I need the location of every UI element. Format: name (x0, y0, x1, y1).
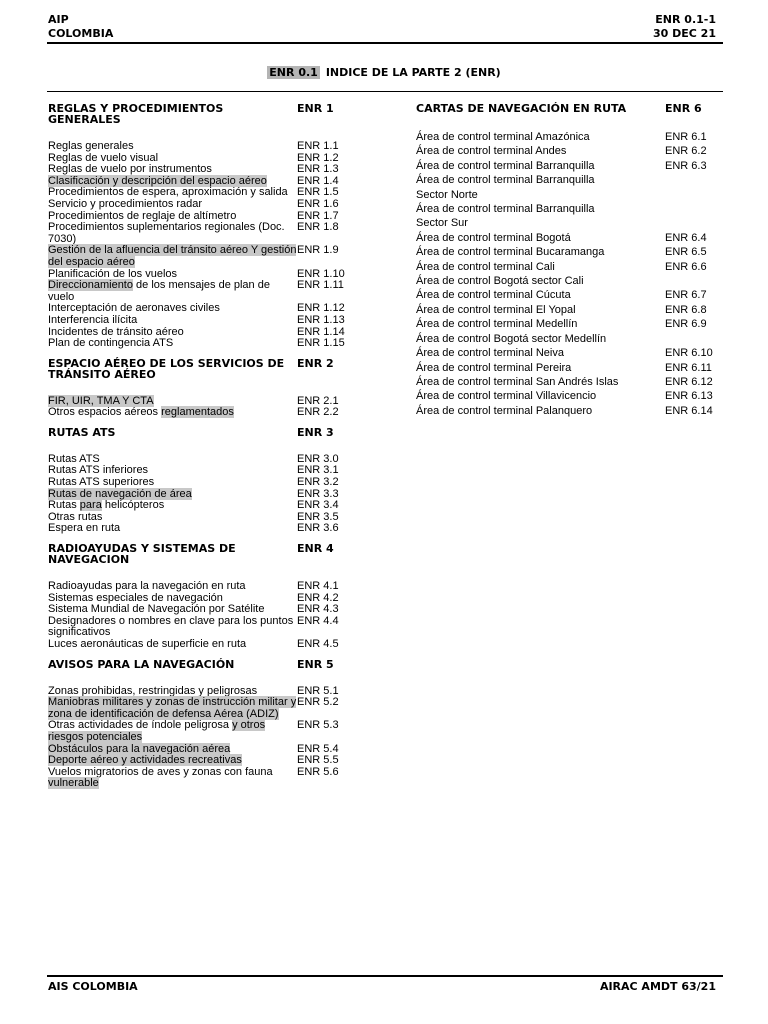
section-heading (48, 358, 378, 380)
section-title: CARTAS DE NAVEGACIÓN EN RUTA (416, 102, 627, 115)
section-heading (48, 103, 378, 125)
index-entry[interactable] (416, 260, 726, 274)
entry-text: Otras actividades de índole peligrosa y otros riesgos potenciales (48, 719, 266, 743)
entry-title (416, 202, 665, 216)
entry-title (416, 245, 665, 259)
entry-title (48, 639, 297, 651)
entry-code: ENR 6.8 (665, 303, 707, 316)
entry-text: Sector Sur (416, 217, 468, 230)
section-title: ESPACIO AÉREO DE LOS SERVICIOS DE TRÁNSITO AÉREO (48, 356, 285, 381)
entry-code: ENR 6.6 (665, 260, 707, 273)
entry-text: Deporte aéreo y actividades recreativas (48, 754, 242, 767)
entry-title (48, 767, 297, 790)
entry-code: ENR 6.1 (665, 131, 707, 143)
index-entry[interactable] (48, 720, 378, 743)
entry-text: Área de control terminal Palanquero (416, 404, 593, 417)
entry-title (416, 216, 665, 230)
entry-text: Procedimientos de espera, aproximación y salida (48, 186, 288, 199)
page-header-right (653, 13, 716, 41)
highlight-mark: Direccionamiento (48, 279, 133, 292)
header-publication: AIP (48, 13, 69, 26)
entry-text: Área de control terminal El Yopal (416, 303, 576, 316)
index-entry[interactable] (416, 130, 726, 144)
entry-text: Área de control terminal Cali (416, 260, 555, 273)
entry-code: ENR 1.6 (297, 197, 339, 210)
entry-code: ENR 1.8 (297, 221, 339, 234)
entry-text: Área de control terminal Barranquilla (416, 203, 595, 216)
entry-code: ENR 5.2 (297, 696, 339, 709)
entry-text: Rutas ATS inferiores (48, 464, 149, 477)
entry-text: Reglas de vuelo visual (48, 151, 159, 164)
header-rule (47, 42, 723, 44)
entry-text: Rutas de navegación de área (48, 487, 192, 500)
entry-title (416, 144, 665, 158)
entry-code: ENR 6.2 (665, 145, 707, 158)
section-heading (48, 659, 378, 670)
entry-code: ENR 6.12 (665, 375, 713, 388)
index-entry[interactable] (416, 231, 726, 245)
entry-text: Sistema Mundial de Navegación por Satélite (48, 603, 265, 616)
index-entry[interactable] (48, 280, 378, 303)
index-entry[interactable] (416, 188, 726, 202)
entry-code: ENR 6.14 (665, 404, 713, 417)
entry-title (48, 477, 297, 489)
index-section (48, 543, 378, 651)
entry-text: Reglas de vuelo por instrumentos (48, 163, 212, 176)
index-entry[interactable] (48, 523, 378, 535)
entry-text: Área de control terminal Medellín (416, 318, 578, 331)
entry-title (416, 188, 665, 202)
entry-text: Otros espacios aéreos reglamentados (48, 406, 234, 419)
entry-code: ENR 6.13 (665, 390, 713, 403)
entry-code: ENR 3.0 (297, 452, 339, 465)
entry-code: ENR 3.4 (297, 499, 339, 512)
entry-code: ENR 5.1 (297, 684, 339, 697)
entry-text: Rutas ATS (48, 452, 100, 465)
entry-code: ENR 5.6 (297, 765, 339, 778)
entry-text: Rutas para helicópteros (48, 499, 165, 512)
entry-code: ENR 1.5 (297, 186, 339, 199)
index-entry[interactable] (48, 222, 378, 245)
section-code: ENR 4 (297, 542, 334, 556)
entry-text: Luces aeronáuticas de superficie en ruta (48, 638, 247, 650)
entry-text: Área de control Bogotá sector Cali (416, 275, 584, 288)
entry-text: Zonas prohibidas, restringidas y peligrosas (48, 684, 258, 697)
section-title: RUTAS ATS (48, 425, 116, 439)
entry-code: ENR 6.5 (665, 246, 707, 259)
entry-text: Obstáculos para la navegación aérea (48, 742, 231, 755)
entry-code: ENR 2.2 (297, 406, 339, 419)
entry-text: Clasificación y descripción del espacio aéreo (48, 174, 267, 187)
entry-code: ENR 5.5 (297, 754, 339, 767)
entry-text: Procedimientos de reglaje de altímetro (48, 209, 237, 222)
entry-text: Planificación de los vuelos (48, 267, 178, 280)
section-code: ENR 3 (297, 425, 334, 439)
entry-title (416, 260, 665, 274)
index-entry[interactable] (416, 317, 726, 331)
entry-title (416, 346, 665, 360)
entry-code: ENR 1.12 (297, 302, 345, 315)
page-title (0, 66, 768, 80)
index-entry[interactable] (48, 639, 378, 651)
entry-code: ENR 1.3 (297, 163, 339, 176)
entry-text: Procedimientos suplementarios regionales (Doc. 7030) (48, 221, 285, 245)
entry-title (416, 303, 665, 317)
index-section (48, 103, 378, 350)
highlight-mark: y otros riesgos potenciales (48, 719, 266, 743)
entry-code: ENR 3.3 (297, 487, 339, 500)
entry-code: ENR 1.14 (297, 325, 345, 338)
entry-text: Direccionamiento de los mensajes de plan de vuelo (48, 279, 270, 303)
index-entry[interactable] (416, 216, 726, 230)
highlight-mark: reglamentados (161, 406, 234, 419)
entry-text: Área de control terminal Neiva (416, 347, 564, 360)
entry-title (416, 317, 665, 331)
entry-title (416, 332, 665, 346)
entry-text: Sector Norte (416, 188, 478, 201)
entry-title (48, 338, 297, 350)
entry-title (416, 274, 665, 288)
section-code: ENR 5 (297, 657, 334, 671)
entry-title (416, 375, 665, 389)
entry-text: Plan de contingencia ATS (48, 337, 174, 350)
entry-title (48, 616, 297, 639)
index-entry[interactable] (416, 173, 726, 187)
entry-code: ENR 1.1 (297, 140, 339, 152)
entry-text: Sistemas especiales de navegación (48, 591, 223, 604)
entry-title (416, 389, 665, 403)
entry-title (48, 523, 297, 535)
index-entry[interactable] (416, 332, 726, 346)
highlight-mark: vulnerable (48, 777, 99, 790)
entry-code: ENR 6.9 (665, 318, 707, 331)
index-entry[interactable] (48, 338, 378, 350)
entry-code: ENR 1.7 (297, 209, 339, 222)
entry-text: Servicio y procedimientos radar (48, 197, 203, 210)
entry-title (48, 222, 297, 245)
entry-code: ENR 1.11 (297, 279, 344, 292)
entry-text: Área de control terminal Barranquilla (416, 174, 595, 187)
entry-title (48, 720, 297, 743)
entry-title (416, 231, 665, 245)
entry-text: Área de control terminal Villavicencio (416, 390, 597, 403)
index-entry[interactable] (416, 346, 726, 360)
entry-code: ENR 6.3 (665, 159, 707, 172)
entry-title (48, 407, 297, 419)
entry-text: Gestión de la afluencia del tránsito aéreo Y gestión del espacio aéreo (48, 244, 297, 268)
index-entry[interactable] (416, 144, 726, 158)
entry-text: Maniobras militares y zonas de instrucción militar y zona de identificación de defensa Aérea (ADIZ) (48, 696, 297, 720)
entry-text: Vuelos migratorios de aves y zonas con fauna vulnerable (48, 765, 273, 790)
entry-title (416, 361, 665, 375)
entry-text: Radioayudas para la navegación en ruta (48, 580, 246, 593)
section-code: ENR 2 (297, 356, 334, 370)
entry-text: Reglas generales (48, 140, 134, 152)
entry-title (48, 245, 297, 268)
entry-code: ENR 3.6 (297, 522, 339, 535)
index-entry[interactable] (48, 616, 378, 639)
entry-code: ENR 6.7 (665, 289, 707, 302)
entry-code: ENR 3.5 (297, 510, 339, 523)
entry-title (416, 173, 665, 187)
entry-code: ENR 1.13 (297, 313, 345, 326)
index-entry[interactable] (416, 245, 726, 259)
entry-text: Área de control terminal Barranquilla (416, 159, 595, 172)
section-title: RADIOAYUDAS Y SISTEMAS DE NAVEGACION (48, 542, 236, 567)
entry-code: ENR 1.4 (297, 174, 339, 187)
entry-title (416, 159, 665, 173)
entry-text: Área de control terminal Pereira (416, 361, 572, 374)
index-entry[interactable] (48, 477, 378, 489)
title-rule (47, 91, 723, 92)
index-entry[interactable] (48, 407, 378, 419)
entry-text: Área de control terminal Andes (416, 145, 567, 158)
footer-left: AIS COLOMBIA (48, 980, 138, 993)
entry-text: Área de control terminal Bogotá (416, 231, 571, 244)
entry-code: ENR 5.3 (297, 719, 339, 732)
footer-right: AIRAC AMDT 63/21 (599, 980, 716, 993)
section-heading (416, 103, 726, 114)
index-entry[interactable] (416, 389, 726, 403)
index-section (48, 659, 378, 790)
header-date: 30 DEC 21 (653, 27, 716, 40)
entry-code: ENR 1.15 (297, 337, 345, 350)
entry-code: ENR 4.3 (297, 603, 339, 616)
entry-text: Incidentes de tránsito aéreo (48, 325, 184, 338)
left-column (48, 103, 378, 798)
header-page-number: ENR 0.1-1 (655, 13, 716, 26)
page-title-text: INDICE DE LA PARTE 2 (ENR) (325, 66, 501, 79)
page-header-left (48, 13, 113, 41)
index-section (48, 427, 378, 535)
entry-text: Espera en ruta (48, 522, 121, 535)
highlight-mark: para (79, 499, 102, 512)
section-heading (48, 427, 378, 438)
index-entry[interactable] (48, 697, 378, 720)
entry-code: ENR 2.1 (297, 394, 339, 407)
entry-code: ENR 3.1 (297, 464, 339, 477)
index-entry[interactable] (48, 245, 378, 268)
entry-code: ENR 6.10 (665, 347, 713, 360)
entry-text: Área de control terminal Cúcuta (416, 289, 571, 302)
header-country: COLOMBIA (48, 27, 114, 40)
entry-text: Rutas ATS superiores (48, 476, 155, 489)
entry-code: ENR 1.10 (297, 267, 345, 280)
index-entry[interactable] (416, 375, 726, 389)
index-entry[interactable] (416, 274, 726, 288)
entry-code: ENR 5.4 (297, 742, 339, 755)
right-column (416, 103, 726, 426)
entry-title (48, 280, 297, 303)
entry-text: Área de control terminal Bucaramanga (416, 246, 605, 259)
section-code: ENR 6 (665, 102, 702, 115)
entry-title (48, 697, 297, 720)
index-entry[interactable] (416, 303, 726, 317)
entry-code: ENR 3.2 (297, 476, 339, 489)
entry-title (416, 130, 665, 144)
section-heading (48, 543, 378, 565)
entry-text: Designadores o nombres en clave para los puntos significativos (48, 614, 294, 639)
entry-title (416, 288, 665, 302)
entry-text: Interceptación de aeronaves civiles (48, 302, 220, 315)
entry-code: ENR 1.2 (297, 151, 339, 164)
entry-code: ENR 4.2 (297, 591, 339, 604)
entry-code: ENR 4.1 (297, 580, 339, 593)
entry-code: ENR 4.5 (297, 638, 339, 650)
entry-text: Interferencia ilícita (48, 313, 138, 326)
section-title: REGLAS Y PROCEDIMIENTOS GENERALES (48, 102, 224, 126)
entry-code: ENR 6.4 (665, 231, 707, 244)
entry-code: ENR 1.9 (297, 244, 339, 257)
index-section (416, 103, 726, 418)
entry-text: Otras rutas (48, 510, 103, 523)
entry-text: FIR, UIR, TMA Y CTA (48, 394, 154, 407)
index-entry[interactable] (416, 288, 726, 302)
entry-code: ENR 4.4 (297, 614, 339, 627)
index-entry[interactable] (48, 767, 378, 790)
entry-code: ENR 6.11 (665, 361, 712, 374)
section-code: ENR 1 (297, 102, 334, 115)
section-title: AVISOS PARA LA NAVEGACIÓN (48, 657, 235, 671)
entry-text: Área de control terminal San Andrés Islas (416, 375, 619, 388)
index-entry[interactable] (416, 361, 726, 375)
index-entry[interactable] (416, 202, 726, 216)
index-entry[interactable] (416, 159, 726, 173)
footer-rule (47, 975, 723, 977)
entry-text: Área de control terminal Amazónica (416, 131, 590, 143)
entry-title (416, 404, 665, 418)
entry-text: Área de control Bogotá sector Medellín (416, 332, 607, 345)
index-section (48, 358, 378, 419)
index-entry[interactable] (416, 404, 726, 418)
page-title-code: ENR 0.1 (269, 66, 318, 79)
